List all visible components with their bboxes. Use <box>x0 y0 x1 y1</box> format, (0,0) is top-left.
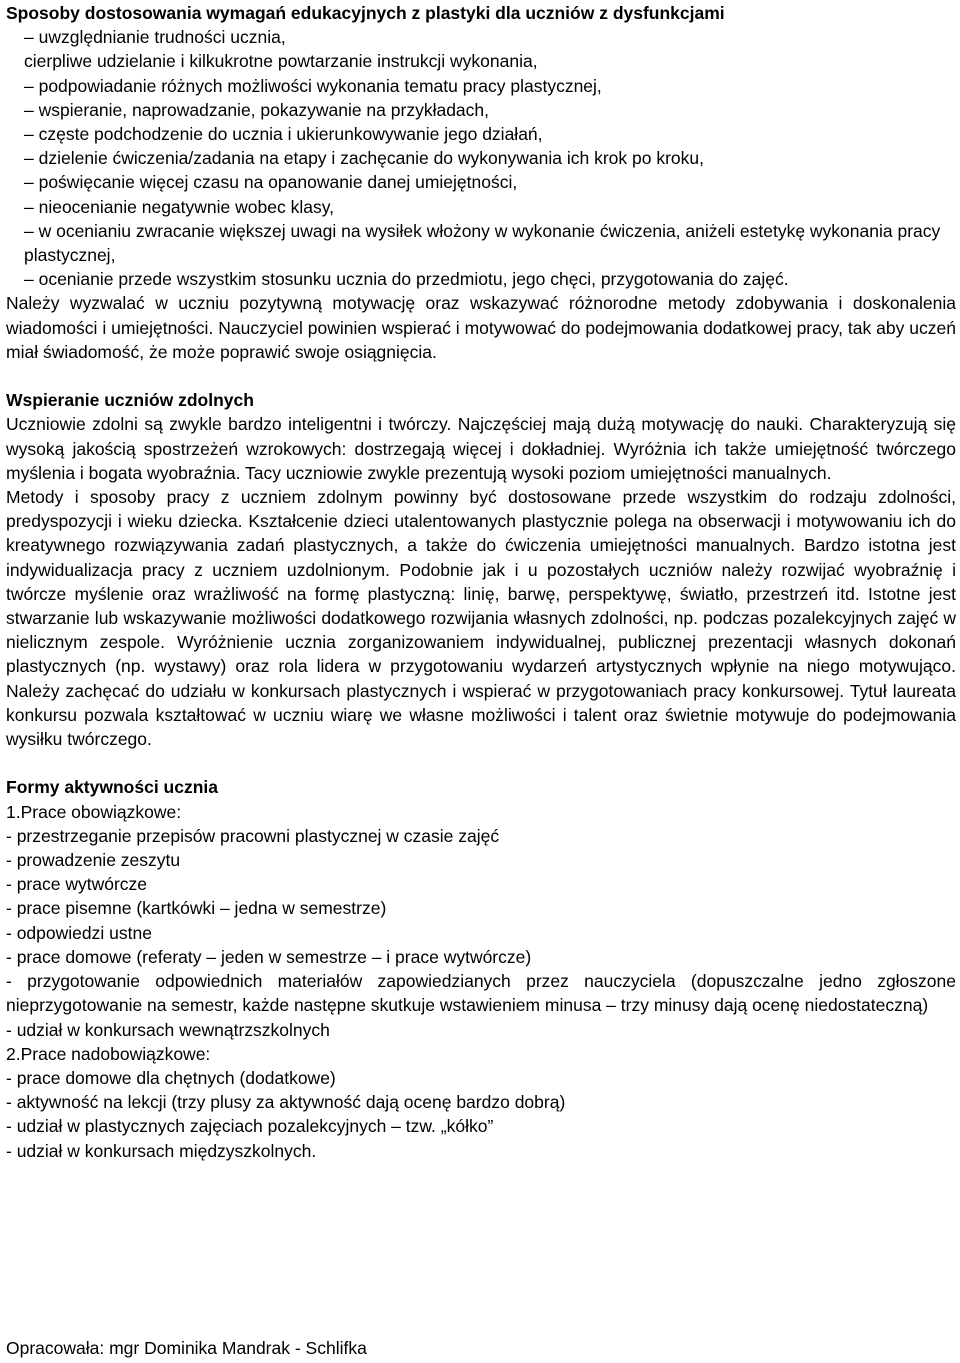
list-item: - udział w konkursach międzyszkolnych. <box>6 1140 317 1161</box>
optional-list <box>6 1066 956 1163</box>
list-item: cierpliwe udzielanie i kilkukrotne powtarzanie instrukcji wykonania, <box>24 51 538 72</box>
list-item: – ocenianie przede wszystkim stosunku ucznia do przedmiotu, jego chęci, przygotowania do zajęć. <box>24 269 789 290</box>
list-item: - przestrzeganie przepisów pracowni plastycznej w czasie zajęć <box>6 825 500 846</box>
list-item: – poświęcanie więcej czasu na opanowanie danej umiejętności, <box>24 172 518 193</box>
list-item: – nieocenianie negatywnie wobec klasy, <box>24 196 335 217</box>
list-item: - prowadzenie zeszytu <box>6 850 181 871</box>
document-page <box>6 0 956 1163</box>
list-item: – podpowiadanie różnych możliwości wykonania tematu pracy plastycznej, <box>24 75 602 96</box>
list-item: - prace pisemne (kartkówki – jedna w semestrze) <box>6 898 387 919</box>
list-item: – uwzględnianie trudności ucznia, <box>24 27 286 48</box>
list-item: – wspieranie, naprowadzanie, pokazywanie na przykładach, <box>24 99 489 120</box>
list-item: – częste podchodzenie do ucznia i ukierunkowywanie jego działań, <box>24 124 543 145</box>
list-item: - udział w konkursach wewnątrzszkolnych <box>6 1019 330 1040</box>
list-item: - prace domowe dla chętnych (dodatkowe) <box>6 1067 336 1088</box>
gifted-paragraph-1: Uczniowie zdolni są zwykle bardzo inteligentni i twórczy. Najczęściej mają dużą motywację do nauki. Charakteryzują się wysoką jakością spostrzeżeń wzrokowych: dostrzegają więcej i dokładniej. Wyróżnia ich także umiejętność twórczego myślenia i bogata wyobraźnia. Tacy uczniowie zwykle prezentują wysoki poziom umiejętności manualnych. <box>6 414 956 483</box>
list-item: – w ocenianiu zwracanie większej uwagi na wysiłek włożony w wykonanie ćwiczenia, aniżeli estetykę wykonania pracy plastycznej, <box>24 220 941 266</box>
list-item: - odpowiedzi ustne <box>6 922 152 943</box>
adaptations-list <box>6 25 956 291</box>
list-item: - przygotowanie odpowiednich materiałów zapowiedzianych przez nauczyciela (dopuszczalne jedno zgłoszone nieprzygotowanie na semestr, każde następne skutkuje wstawieniem minusa – trzy minusy dają ocenę niedostateczną) <box>6 971 956 1016</box>
section-title-activity-forms: Formy aktywności ucznia <box>6 777 219 798</box>
subheading-mandatory: 1.Prace obowiązkowe: <box>6 801 182 822</box>
spacer <box>6 751 956 775</box>
section-title-gifted: Wspieranie uczniów zdolnych <box>6 390 254 411</box>
list-item: - prace wytwórcze <box>6 874 148 895</box>
subheading-optional: 2.Prace nadobowiązkowe: <box>6 1043 211 1064</box>
section-title-adaptations: Sposoby dostosowania wymagań edukacyjnych z plastyki dla uczniów z dysfunkcjami <box>6 3 725 23</box>
motivation-paragraph: Należy wyzwalać w uczniu pozytywną motywację oraz wskazywać różnorodne metody zdobywania i doskonalenia wiadomości i umiejętności. Nauczyciel powinien wspierać i motywować do podejmowania dodatkowej pracy, tak aby uczeń miał świadomość, że może poprawić swoje osiągnięcia. <box>6 293 956 362</box>
list-item: - prace domowe (referaty – jeden w semestrze – i prace wytwórcze) <box>6 946 532 967</box>
mandatory-list <box>6 824 956 1042</box>
gifted-paragraph-2: Metody i sposoby pracy z uczniem zdolnym powinny być dostosowane przede wszystkim do rodzaju zdolności, predyspozycji i wieku dziecka. Kształcenie dzieci utalentowanych plastycznie polega na obserwacji i motywowaniu ich do kreatywnego rozwiązywania zadań plastycznych, a także do ćwiczenia umiejętności manualnych. Bardzo istotna jest indywidualizacja pracy z uczniem uzdolnionym. Podobnie jak i u pozostałych uczniów należy rozwijać wyobraźnię i twórcze myślenie oraz wrażliwość na formę plastyczną: linię, barwę, perspektywę, światło, przestrzeń itd. Istotne jest stwarzanie lub wskazywanie możliwości dodatkowego rozwijania własnych zdolności, np. podczas pozalekcyjnych zajęć w nielicznym zespole. Wyróżnienie ucznia zorganizowaniem indywidualnej, publicznej prezentacji własnych dokonań plastycznych (np. wystawy) oraz rola lidera w przygotowaniu wydarzeń artystycznych wpłynie na niego motywująco. Należy zachęcać do udziału w konkursach plastycznych i wspierać w przygotowaniach pracy konkursowej. Tytuł laureata konkursu pozwala kształtować w uczniu wiarę we własne możliwości i talent oraz świetnie motywuje do podejmowania wysiłku twórczego. <box>6 487 956 750</box>
list-item: - udział w plastycznych zajęciach pozalekcyjnych – tzw. „kółko” <box>6 1116 494 1137</box>
spacer <box>6 364 956 388</box>
author-footer: Opracowała: mgr Dominika Mandrak - Schlifka <box>6 1338 367 1358</box>
list-item: – dzielenie ćwiczenia/zadania na etapy i zachęcanie do wykonywania ich krok po kroku, <box>24 148 704 169</box>
list-item: - aktywność na lekcji (trzy plusy za aktywność dają ocenę bardzo dobrą) <box>6 1092 566 1113</box>
